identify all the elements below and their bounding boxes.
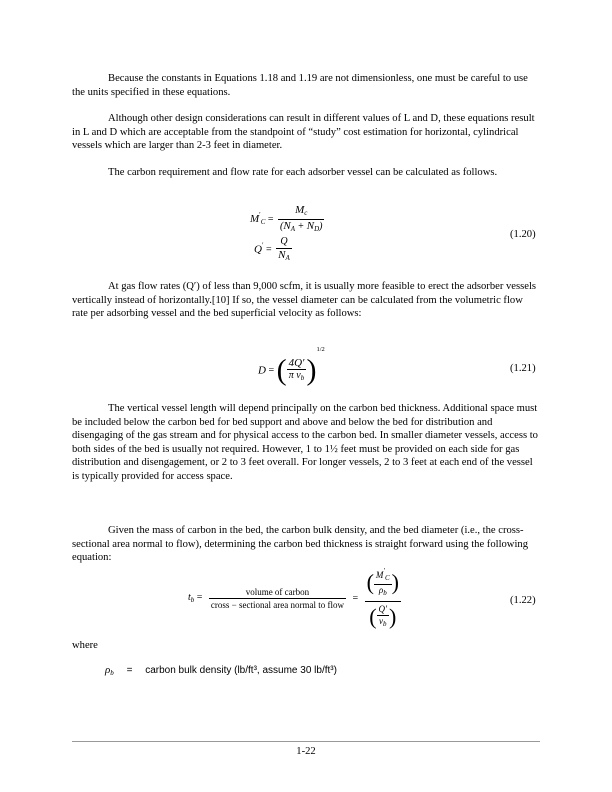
equation-number-1-22: (1.22)	[510, 595, 536, 606]
definition-symbol: ρ	[105, 664, 111, 676]
footer-divider	[72, 741, 540, 742]
definition-rho-b: $\rho_b$ = carbon bulk density (lb/ft³, assume 30 lb/ft³)	[105, 664, 337, 677]
where-label: where	[72, 640, 98, 651]
equation-number-1-20: (1.20)	[510, 229, 536, 240]
paragraph-design-considerations: Although other design considerations can result in different values of L and D, these equations result in L and D which are acceptable from the standpoint of “study” cost estimation for horizontal, cylindrical vessels which are larger than 2-3 feet in diameter.	[72, 113, 535, 152]
paragraph-carbon-requirement: The carbon requirement and flow rate for each adsorber vessel can be calculated as follows.	[108, 167, 498, 178]
paragraph-carbon-bed-thickness: Given the mass of carbon in the bed, the carbon bulk density, and the bed diameter (i.e., the cross-sectional area normal to flow), determining the carbon bed thickness is straight forward using the following equation:	[72, 525, 528, 564]
equation-1-20-q: Q′ = $\frac{Q}{N_A}$	[254, 236, 290, 262]
definition-equals: =	[126, 665, 133, 676]
paragraph-gas-flow-rates: At gas flow rates (Q′) of less than 9,000 scfm, it is usually more feasible to erect the adsorber vessels vertically instead of horizontally.[10] If so, the vessel diameter can be calculated from the volumetric flow rate per adsorbing vessel and the bed superficial velocity as follows:	[72, 281, 537, 320]
equation-1-20-mc: $M'_C$ = $\frac{M_c}{(N_A + N_D)}$	[250, 204, 323, 233]
definition-text: carbon bulk density (lb/ft³, assume 30 lb/ft³)	[145, 665, 337, 676]
paragraph-vertical-vessel-length: The vertical vessel length will depend principally on the carbon bed thickness. Additional space must be included below the carbon bed for bed support and above and below the bed for distribution and disengaging of the gas stream and for physical access to the carbon bed. In smaller diameter vessels, access to both sides of the bed is usually not required. However, 1 to 1½ feet must be provided on each side for gas distribution and disengagement, or 2 to 3 feet overall. For longer vessels, 2 to 3 feet at each end of the vessel is typically provided for access space.	[72, 403, 538, 482]
equation-number-1-21: (1.21)	[510, 363, 536, 374]
paragraph-units-note: Because the constants in Equations 1.18 and 1.19 are not dimensionless, one must be careful to use the units specified in these equations.	[72, 73, 528, 98]
equation-1-21: D = ( $\frac{4Q'}{\pi v_b}$ )$^{1/2}$	[258, 346, 325, 387]
page-number: 1-22	[296, 746, 316, 757]
equation-1-22: $t_b$ = $\frac{\text{volume of carbon}}{\text{cross − sectional area normal to flow}}$ = ( $\frac{M'_C}{\rho_b}$ ) ( $\frac{Q'}{v_b}$ )	[188, 567, 399, 629]
